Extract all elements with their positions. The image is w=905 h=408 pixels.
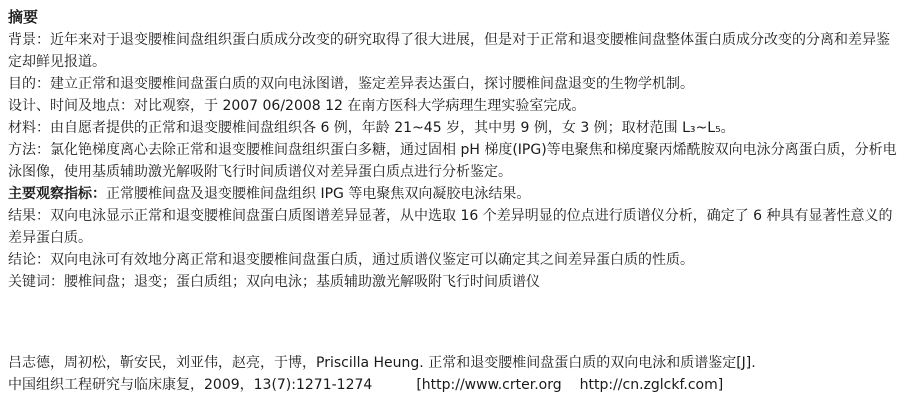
section-label: 背景：	[8, 32, 50, 48]
citation-journal: 中国组织工程研究与临床康复，2009，13(7):1271-1274	[8, 377, 373, 393]
abstract-design	[8, 95, 897, 117]
section-text: 腰椎间盘；退变；蛋白质组；双向电泳；基质辅助激光解吸附飞行时间质谱仪	[64, 274, 540, 290]
section-text: 建立正常和退变腰椎间盘蛋白质的双向电泳图谱，鉴定差异表达蛋白，探讨腰椎间盘退变的生物学机制。	[50, 76, 694, 92]
section-label: 关键词：	[8, 274, 64, 290]
abstract-objective	[8, 73, 897, 95]
section-label: 结果：	[8, 208, 50, 224]
abstract-keywords	[8, 271, 897, 293]
citation-url-crter[interactable]: [http://www.crter.org	[416, 377, 562, 393]
section-label: 方法：	[8, 142, 50, 158]
abstract-title: 摘要	[8, 8, 39, 26]
section-text: 双向电泳显示正常和退变腰椎间盘蛋白质图谱差异显著，从中选取 16 个差异明显的位点进行质谱仪分析，确定了 6 种具有显著性意义的差异蛋白质。	[8, 208, 893, 246]
section-text: 双向电泳可有效地分离正常和退变腰椎间盘蛋白质，通过质谱仪鉴定可以确定其之间差异蛋白质的性质。	[50, 252, 694, 268]
section-text: 近年来对于退变腰椎间盘组织蛋白质成分改变的研究取得了很大进展，但是对于正常和退变腰椎间盘整体蛋白质成分改变的分离和差异鉴定却鲜见报道。	[8, 32, 890, 70]
abstract-materials	[8, 117, 897, 139]
abstract-results	[8, 205, 897, 249]
section-text: 氯化铯梯度离心去除正常和退变腰椎间盘组织蛋白多糖，通过固相 pH 梯度(IPG)等电聚焦和梯度聚丙烯酰胺双向电泳分离蛋白质，分析电泳图像，使用基质辅助激光解吸附飞行时间质谱仪对差异蛋白质点进行分析鉴定。	[8, 142, 897, 180]
section-label: 设计、时间及地点：	[8, 98, 134, 114]
citation-url-zglckf[interactable]: http://cn.zglckf.com]	[579, 377, 724, 393]
section-text: 由自愿者提供的正常和退变腰椎间盘组织各 6 例，年龄 21~45 岁，其中男 9 例，女 3 例；取材范围 L₃~L₅。	[50, 120, 735, 136]
section-label: 结论：	[8, 252, 50, 268]
citation-line-2	[8, 374, 756, 396]
section-label: 材料：	[8, 120, 50, 136]
citation	[8, 352, 756, 396]
abstract-background	[8, 29, 897, 73]
abstract-conclusion	[8, 249, 897, 271]
section-text: 对比观察，于 2007 06/2008 12 在南方医科大学病理生理实验室完成。	[134, 98, 586, 114]
section-text: 正常腰椎间盘及退变腰椎间盘组织 IPG 等电聚焦双向凝胶电泳结果。	[106, 186, 531, 202]
abstract-methods	[8, 139, 897, 183]
section-label: 主要观察指标：	[8, 186, 106, 202]
abstract-main-outcome	[8, 183, 897, 205]
section-label: 目的：	[8, 76, 50, 92]
citation-line-1: 吕志德，周初松，靳安民，刘亚伟，赵亮，于博，Priscilla Heung. 正常和退变腰椎间盘蛋白质的双向电泳和质谱鉴定[J].	[8, 355, 756, 371]
